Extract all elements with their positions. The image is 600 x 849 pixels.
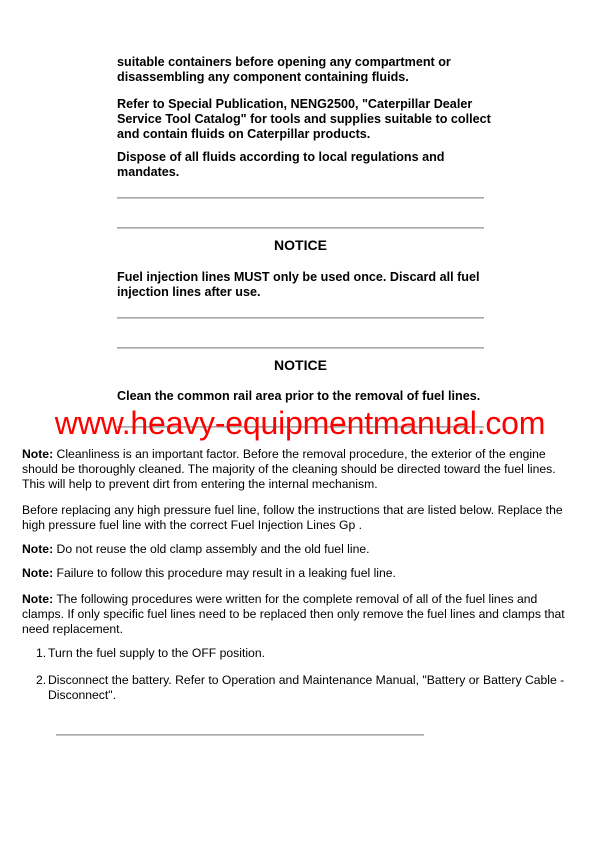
note-label: Note: [22,447,54,461]
text-line: suitable containers before opening any compartment or [117,55,451,69]
notice-1-text [117,270,480,300]
divider [117,227,484,229]
text-line: Disconnect the battery. Refer to Operation and Maintenance Manual, "Battery or Battery Cable - [48,673,565,687]
step-text: Turn the fuel supply to the OFF position. [48,646,266,660]
paragraph-before-replacing [22,503,563,533]
note-procedures [22,592,565,637]
text-line: mandates. [117,165,180,179]
text-line: disassembling any component containing fluids. [117,70,409,84]
step-text [48,673,564,703]
step-number: 1. [36,646,47,660]
intro-paragraph-2 [117,97,491,142]
text-line: Disconnect". [48,688,117,702]
note-cleanliness [22,447,556,492]
text-line: Dispose of all fluids according to local regulations and [117,150,445,164]
text-span: Cleanliness is an important factor. Before the removal procedure, the exterior of the engine [53,447,546,461]
text-line: need replacement. [22,622,123,636]
notice-title: NOTICE [274,357,327,373]
notice-title: NOTICE [274,237,327,253]
text-line: Refer to Special Publication, NENG2500, "Caterpillar Dealer [117,97,473,111]
text-line: Service Tool Catalog" for tools and supplies suitable to collect [117,112,491,126]
text-span: Do not reuse the old clamp assembly and the old fuel line. [53,542,370,556]
note-label: Note: [22,542,54,556]
step-number: 2. [36,673,47,687]
divider [117,317,484,319]
note-reuse [22,542,370,557]
text-span: Failure to follow this procedure may result in a leaking fuel line. [53,566,396,580]
watermark-url: www.heavy-equipmentmanual.com [54,405,546,441]
intro-paragraph-1 [117,55,451,85]
divider [56,734,424,736]
divider [117,347,484,349]
note-label: Note: [22,592,54,606]
text-line: and contain fluids on Caterpillar products. [117,127,371,141]
intro-paragraph-3 [117,150,445,180]
text-line: Fuel injection lines MUST only be used once. Discard all fuel [117,270,480,284]
note-failure [22,566,396,581]
text-line [22,447,556,462]
text-line: high pressure fuel line with the correct Fuel Injection Lines Gp . [22,518,363,532]
step-1 [0,646,600,662]
text-line: should be thoroughly cleaned. The majority of the cleaning should be directed toward the fuel lines. [22,462,556,476]
text-line: clamps. If only specific fuel lines need to be replaced then only remove the fuel lines and clamps that [22,607,565,621]
note-label: Note: [22,566,54,580]
divider [117,197,484,199]
step-2 [0,673,600,705]
notice-2-text: Clean the common rail area prior to the removal of fuel lines. [117,389,481,403]
text-line: injection lines after use. [117,285,261,299]
text-line [22,592,565,607]
text-span: The following procedures were written for the complete removal of all of the fuel lines and [53,592,538,606]
text-line: Before replacing any high pressure fuel line, follow the instructions that are listed below. Replace the [22,503,563,517]
text-line: This will help to prevent dirt from entering the internal mechanism. [22,477,378,491]
